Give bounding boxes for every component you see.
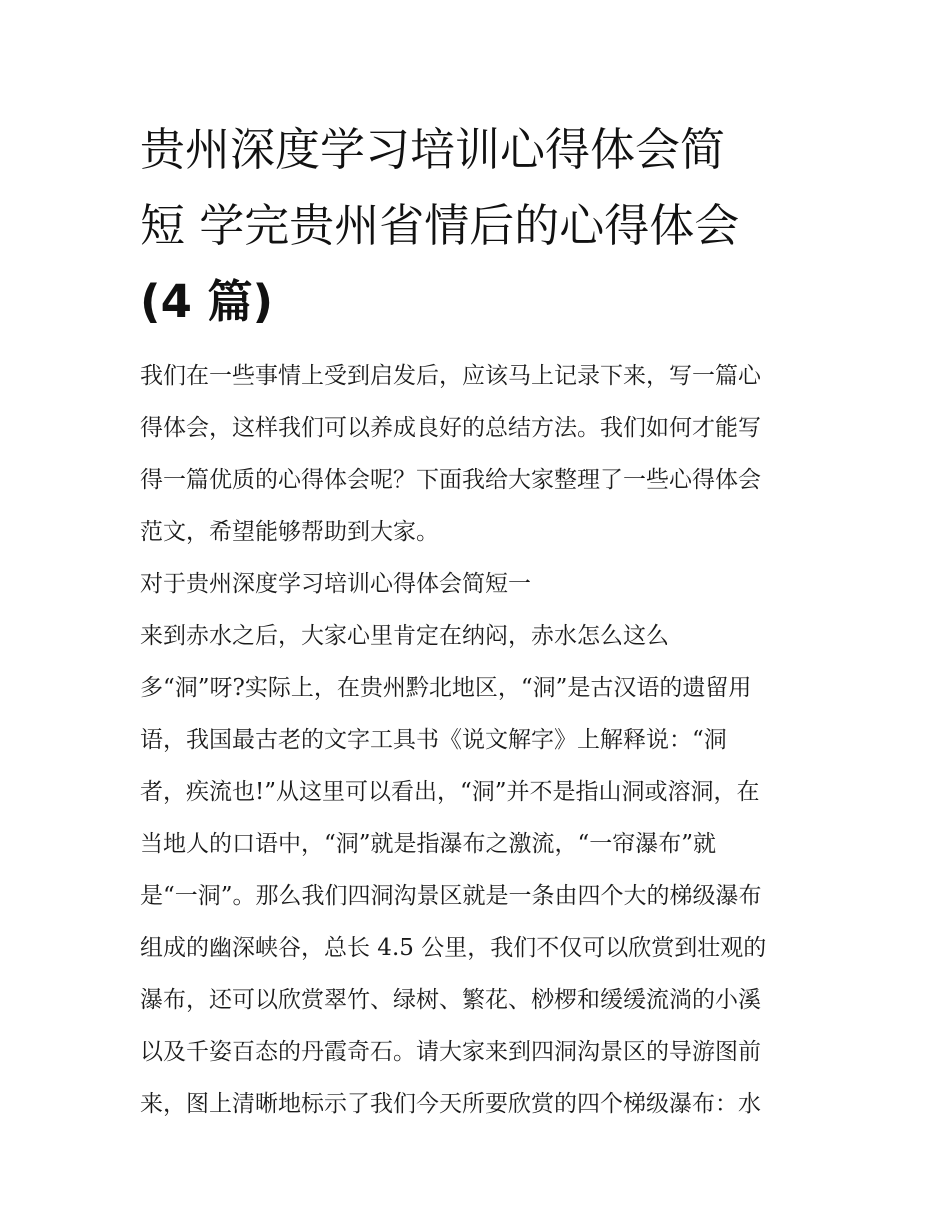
text-line: 对于贵州深度学习培训心得体会简短一 xyxy=(140,571,531,597)
text-line: 来到赤水之后，大家心里肯定在纳闷，赤水怎么这么 xyxy=(140,623,669,649)
text-line: 组成的幽深峡谷，总长 4.5 公里，我们不仅可以欣赏到壮观的 xyxy=(140,935,767,961)
document-content xyxy=(140,112,812,1130)
intro-paragraph xyxy=(140,350,812,558)
title-line: (4 篇) xyxy=(140,275,274,328)
text-line: 以及千姿百态的丹霞奇石。请大家来到四洞沟景区的导游图前 xyxy=(140,1039,761,1065)
document-body xyxy=(140,350,812,1130)
text-line: 得体会，这样我们可以养成良好的总结方法。我们如何才能写 xyxy=(140,415,761,441)
document-title xyxy=(140,112,812,340)
text-line: 是“一洞”。那么我们四洞沟景区就是一条由四个大的梯级瀑布 xyxy=(140,883,762,909)
title-line: 贵州深度学习培训心得体会简 xyxy=(140,123,726,176)
text-line: 得一篇优质的心得体会呢？下面我给大家整理了一些心得体会 xyxy=(140,467,761,493)
text-line: 当地人的口语中，“洞”就是指瀑布之激流，“一帘瀑布”就 xyxy=(140,831,717,857)
text-line: 范文，希望能够帮助到大家。 xyxy=(140,519,439,545)
body-paragraph xyxy=(140,610,812,1130)
text-line: 瀑布，还可以欣赏翠竹、绿树、繁花、桫椤和缓缓流淌的小溪 xyxy=(140,987,761,1013)
text-line: 者，疾流也!”从这里可以看出，“洞”并不是指山洞或溶洞，在 xyxy=(140,779,760,805)
title-line: 短 学完贵州省情后的心得体会 xyxy=(140,199,740,252)
section-heading xyxy=(140,558,812,610)
text-line: 语，我国最古老的文字工具书《说文解字》上解释说：“洞 xyxy=(140,727,727,753)
text-line: 来，图上清晰地标示了我们今天所要欣赏的四个梯级瀑布：水 xyxy=(140,1091,761,1117)
text-line: 多“洞”呀?实际上，在贵州黔北地区，“洞”是古汉语的遗留用 xyxy=(140,675,752,701)
text-line: 我们在一些事情上受到启发后，应该马上记录下来，写一篇心 xyxy=(140,363,761,389)
